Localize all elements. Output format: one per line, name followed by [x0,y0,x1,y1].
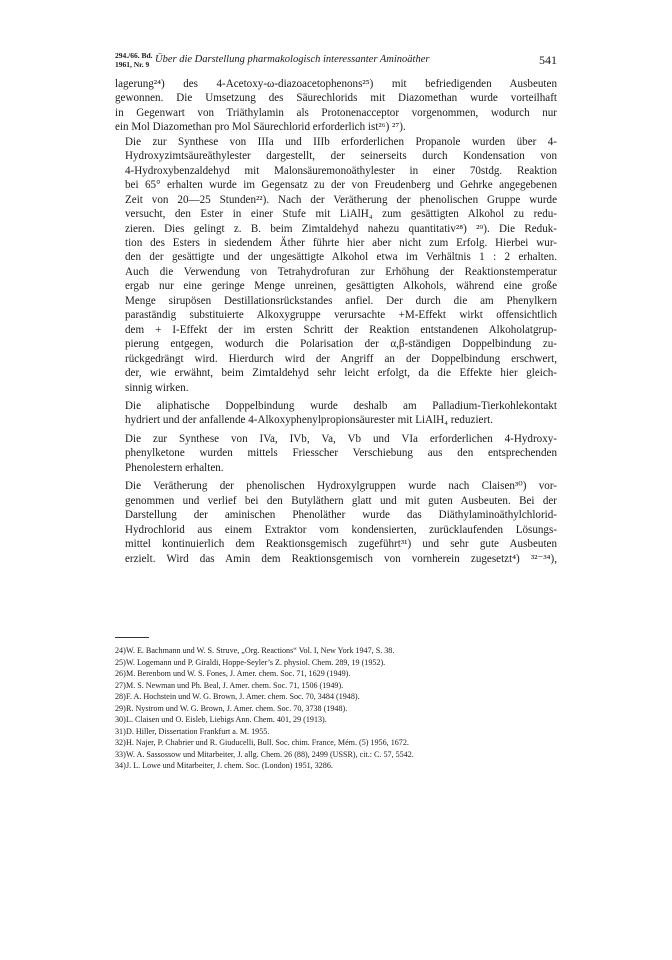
footnote [115,703,557,715]
footnote-text: D. Hiller, Dissertation Frankfurt a. M. 1955. [126,726,270,736]
text-line: lagerung²⁴) des 4-Acetoxy-ω-diazoacetophenons²⁵) mit befriedigenden Ausbeuten [115,78,557,90]
text-line: der, wie erwähnt, beim Zimtaldehyd sehr leicht erfolgt, da die Effekte hier gleich- [125,367,557,380]
text-line: mittel kontinuierlich dem Reaktionsgemisch zugeführt³¹) und sehr gute Ausbeuten [125,538,557,551]
footnote-text: H. Najer, P. Chabrier und R. Giuducelli, Bull. Soc. chim. France, Mém. (5) 1956, 1672. [126,738,409,748]
footnote [115,749,557,761]
text-line: versucht, den Ester in einer Stufe mit LiAlH₄ zum gesättigten Alkohol zu redu- [125,208,557,221]
text-line: erzielt. Wird das Amin dem Reaktionsgemisch von vornherein zugesetzt⁴) ³²⁻³⁴), [125,552,557,565]
text-line: Menge sirupösen Destillationsrückstandes anfiel. Der durch die am Phenylkern [125,294,557,307]
paragraph-1 [115,77,557,135]
paragraph-4 [115,432,557,475]
body-text [115,77,557,566]
footnote-text: M. S. Newman und Ph. Beal, J. Amer. chem. Soc. 71, 1506 (1949). [126,680,344,690]
paragraph-3 [115,399,557,428]
text-line: sinnig wirken. [125,381,189,394]
footnote [115,760,557,772]
footnote-text: F. A. Hochstein und W. G. Brown, J. Amer. chem. Soc. 70, 3484 (1948). [126,692,360,702]
text-line: dem + I-Effekt der im ersten Schritt der Reaktion entstandenen Alkoholatgrup- [125,323,557,336]
paragraph-2 [115,135,557,395]
footnote-number: 29) [115,703,126,713]
text-line: in Gegenwart von Triäthylamin als Protonenacceptor vorgenommen, wodurch nur [115,106,557,119]
text-line: zieren. Dies gelingt z. B. beim Zimtaldehyd nahezu quantitativ²⁸) ²⁹). Die Reduk- [125,222,557,235]
text-line: ergab nur eine geringe Menge unreinen, gesättigten Alkohols, während eine große [125,280,557,293]
text-line: Hydrochlorid aus einem Extraktor vom kondensierten, zurücklaufenden Lösungs- [125,523,557,536]
footnote-text: L. Claisen und O. Eisleb, Liebigs Ann. Chem. 401, 29 (1913). [126,715,327,725]
text-line: Phenolestern erhalten. [125,461,224,474]
footnote-text: J. L. Lowe und Mitarbeiter, J. chem. Soc. (London) 1951, 3286. [126,761,333,771]
footnote [115,668,557,680]
footnote [115,657,557,669]
text-line: genommen und verlief bei den Butyläthern glatt und mit guten Ausbeuten. Bei der [125,494,557,507]
footnote [115,645,557,657]
text-line: paraständig substituierte Alkoxygruppe verursachte +M-Effekt wirkt offensichtlich [125,309,557,322]
text-line: bei 65° erhalten wurde im Gegensatz zu der von Freudenberg und Gehrke angegebenen [125,179,557,192]
footnote [115,726,557,738]
text-line: pierung entgegen, wodurch die Polarisation der α,β-ständigen Doppelbindung zu- [125,338,557,351]
text-line: Hydroxyzimtsäureäthylester dargestellt, der seinerseits durch Kondensation von [125,150,557,163]
text-line: hydriert und der anfallende 4-Alkoxyphenylpropionsäurester mit LiAlH₄ reduziert. [125,414,494,427]
running-title: Über die Darstellung pharmakologisch interessanter Aminoäther [155,54,430,65]
footnote [115,680,557,692]
text-line: rückgedrängt wird. Hierdurch wird der Angriff an der Doppelbindung erschwert, [125,352,557,365]
footnote-number: 28) [115,692,126,702]
text-line: tion des Esters in siedendem Äther führte hier aber nicht zum Erfolg. Hierbei wur- [125,236,557,249]
footnote-text: M. Berenbom und W. S. Fones, J. Amer. chem. Soc. 71, 1629 (1949). [126,669,351,679]
footnote-text: W. E. Bachmann und W. S. Struve, „Org. Reactions“ Vol. I, New York 1947, S. 38. [126,646,395,655]
journal-volume-line: 294./66. Bd. [115,51,153,60]
text-line: Die zur Synthese von IIIa und IIIb erforderlichen Propanole wurden über 4- [125,135,557,148]
footnote-number: 32) [115,738,126,748]
journal-volume [115,52,153,69]
footnote-divider [115,637,149,638]
text-line: 4-Hydroxybenzaldehyd mit Malonsäuremonoäthylester in einer 70stdg. Reaktion [125,164,557,177]
text-line: den der gesättigte und der ungesättigte Alkohol etwa im Verhältnis 1 : 2 erhalten. [125,251,557,264]
footnote-number: 26) [115,669,126,679]
text-line: ein Mol Diazomethan pro Mol Säurechlorid erforderlich ist²⁶) ²⁷). [115,121,406,134]
footnote [115,691,557,703]
footnotes [115,645,557,772]
paragraph-5 [115,479,557,566]
running-header [115,52,557,74]
text-line: Auch die Verwendung von Tetrahydrofuran zur Erhöhung der Reaktionstemperatur [125,265,557,278]
journal-issue-line: 1961, Nr. 9 [115,59,150,69]
footnote-number: 33) [115,749,126,759]
footnote-number: 27) [115,680,126,690]
footnote-number: 24) [115,646,126,655]
footnote-number: 25) [115,657,126,667]
text-line: Zeit von 20—25 Stunden²²). Nach der Verätherung der phenolischen Gruppe wurde [125,193,557,206]
footnote-number: 31) [115,726,126,736]
footnote-text: W. A. Sassossow und Mitarbeiter, J. allg. Chem. 26 (88), 2499 (USSR), cit.: C. 57, 5542. [126,749,414,759]
footnote [115,714,557,726]
footnote-number: 34) [115,761,126,771]
text-line: Die zur Synthese von IVa, IVb, Va, Vb und VIa erforderlichen 4-Hydroxy- [125,432,557,445]
footnote-text: R. Nystrom und W. G. Brown, J. Amer. chem. Soc. 70, 3738 (1948). [126,703,348,713]
text-line: Die aliphatische Doppelbindung wurde deshalb am Palladium-Tierkohlekontakt [125,399,557,412]
footnote [115,737,557,749]
text-line: Die Verätherung der phenolischen Hydroxylgruppen wurde nach Claisen³⁰) vor- [125,480,557,493]
text-line: Darstellung der aminischen Phenoläther wurde das Diäthylaminoäthylchlorid- [125,509,557,522]
text-line: gewonnen. Die Umsetzung des Säurechlorids mit Diazomethan wurde vorteilhaft [115,92,557,105]
text-line: phenylketone wurden mittels Friesscher Verschiebung aus den entsprechenden [125,447,557,460]
footnote-number: 30) [115,715,126,725]
page-number: 541 [539,53,557,67]
footnote-text: W. Logemann und P. Giraldi, Hoppe-Seyler’s Z. physiol. Chem. 289, 19 (1952). [126,657,386,667]
